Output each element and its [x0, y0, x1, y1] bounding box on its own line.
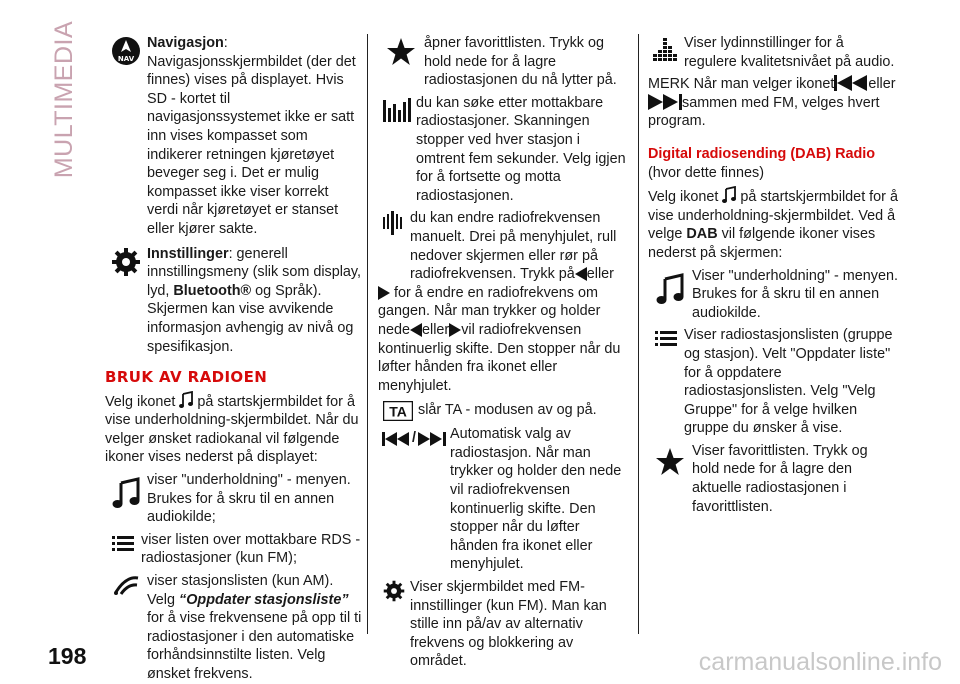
triangle-right-icon [378, 286, 390, 300]
seek-forward-icon [648, 94, 682, 110]
triangle-left-icon [410, 323, 422, 337]
note-eller: eller [868, 76, 896, 93]
manual-eller-2: eller [422, 321, 450, 338]
dab-music-item [648, 267, 898, 323]
seek-slash: / [412, 430, 416, 447]
seek-forward-icon [418, 432, 446, 446]
nav-text: Navigasjonsskjermbildet (der det finnes) vises på displayet. Hvis SD - kortet til navigasjonssystemet ikke er satt inn vises kompasset som indikerer retningen kjøretøyet beveger seg i. Det er mulig kompasset ikke viser korrekt verdi når kjøretøyet er stanset eller kjører sakte. [147, 53, 356, 237]
page-number: 198 [48, 643, 87, 669]
am-paragraph [147, 572, 363, 684]
manual-paragraph-2 [378, 284, 630, 396]
column-divider [638, 34, 639, 634]
music-icon [179, 391, 193, 409]
nav-icon [105, 34, 147, 66]
dab-bold: DAB [686, 226, 718, 243]
dab-list-item [648, 326, 898, 438]
column-3 [648, 34, 898, 516]
ta-icon-label: TA [389, 403, 407, 420]
nav-item [105, 34, 363, 239]
music-icon [722, 186, 736, 204]
manual-text-d: vil radiofrekvensen kontinuerlig skifte. Den stopper når du løfter hånden fra ikonet eller menyhjulet. [378, 321, 621, 394]
side-tab [50, 20, 80, 179]
note-paragraph [648, 75, 898, 131]
ta-icon [378, 401, 418, 421]
ta-item [378, 401, 630, 421]
use-text-a: Velg ikonet [105, 393, 176, 410]
am-item [105, 572, 363, 684]
nav-paragraph [147, 34, 363, 239]
list-item [105, 531, 363, 568]
manual-item [378, 209, 630, 283]
fm-settings-item [378, 578, 630, 671]
column-divider [367, 34, 368, 634]
settings-item [105, 245, 363, 357]
music-note-icon [105, 471, 147, 509]
signal-icon [105, 572, 147, 596]
settings-title: Innstillinger [147, 245, 229, 262]
note-text-b: sammen med FM, velges hvert program. [648, 94, 880, 130]
am-bold: “Oppdater stasjonsliste” [179, 591, 349, 608]
settings-note: Skjermen kan vise avvikende informasjon avhengig av nivå og spesifikasjon. [147, 301, 354, 355]
manual-eller: eller [586, 266, 614, 283]
seek-back-icon [834, 75, 868, 91]
note-text-a: MERK Når man velger ikonet [648, 76, 835, 93]
star-icon [648, 442, 692, 476]
search-text: du kan søke etter mottakbare radiostasjoner. Skanningen stopper ved hver stasjon i omtrent fem sekunder. Velg igjen for å fortsette og motta radiostasjonen. [416, 94, 626, 204]
music-note-icon [648, 267, 692, 305]
dab-subheading: (hvor dette finnes) [648, 164, 764, 181]
seek-back-icon [382, 432, 410, 446]
gear-icon [378, 578, 410, 602]
seek-icons [378, 425, 450, 448]
dab-list-text: Viser radiostasjonslisten (gruppe og stasjon). Velt "Oppdater liste" for å oppdatere radiostasjonslisten. Velg "Velg Gruppe" for å velge hvilken gruppe du ønsker å vise. [684, 327, 893, 437]
dab-fav-text: Viser favorittlisten. Trykk og hold nede for å lagre den aktuelle radiostasjonen i favorittlisten. [692, 442, 868, 515]
nav-icon-label: NAV [117, 55, 135, 63]
list-icon [648, 326, 684, 348]
use-paragraph [105, 391, 363, 467]
music-text: viser "underholdning" - menyen. Brukes for å skru til en annen audiokilde; [147, 472, 351, 526]
nav-colon: : [223, 35, 228, 51]
seek-item [378, 425, 630, 574]
fav-item [378, 34, 630, 90]
dab-music-text: Viser "underholdning" - menyen. Brukes for å skru til en annen audiokilde. [692, 267, 898, 321]
triangle-right-icon [449, 323, 461, 337]
search-item [378, 94, 630, 206]
eq-text: Viser lydinnstillinger for å regulere kvalitetsnivået på audio. [684, 35, 895, 70]
eq-item [648, 34, 898, 71]
music-item [105, 471, 363, 527]
seek-text: Automatisk valg av radiostasjon. Når man trykker og holder den nede vil radiofrekvensen kontinuerlig skifte. Den stopper når du løfter hånden fra ikonet eller menyhjulet. [450, 426, 622, 573]
column-1 [105, 34, 363, 684]
am-text-a: viser stasjonslisten (kun AM). Velg [147, 573, 334, 608]
dab-heading: Digital radiosending (DAB) Radio [648, 145, 876, 162]
manual-text-a: du kan endre radiofrekvensen manuelt. Drei på menyhjulet, rull nedover skjermen eller rør på radiofrekvensen. Trykk på [410, 210, 617, 283]
list-icon [105, 531, 141, 553]
equalizer-icon [648, 34, 684, 62]
gear-icon [105, 245, 147, 277]
manual-paragraph [410, 209, 630, 283]
ta-text: slår TA - modusen av og på. [418, 402, 597, 419]
list-text: viser listen over mottakbare RDS - radiostasjoner (kun FM); [141, 531, 361, 567]
settings-paragraph [147, 245, 363, 301]
fm-settings-text: Viser skjermbildet med FM-innstillinger (kun FM). Man kan stille inn på/av av alternativ frekvens og blokkering av området. [410, 579, 607, 670]
fav-text: åpner favorittlisten. Trykk og hold nede for å lagre radiostasjonen du nå lytter på. [424, 35, 617, 89]
settings-bluetooth: Bluetooth® [173, 282, 252, 299]
settings-text-a: : generell innstillingsmeny (slik som display, lyd, [147, 245, 362, 299]
dab-paragraph [648, 186, 898, 262]
manual-text-b: for å endre en radiofrekvens om gangen. Når man trykker og holder nede [378, 284, 601, 338]
scan-icon [378, 94, 416, 122]
settings-text-b: og Språk). [251, 282, 322, 299]
dab-text-a: Velg ikonet [648, 189, 719, 206]
column-2 [378, 34, 630, 671]
triangle-left-icon [575, 267, 587, 281]
star-icon [378, 34, 424, 66]
dab-text-c: vil følgende ikoner vises nederst på skjermen: [648, 226, 876, 261]
section-heading: BRUK AV RADIOEN [105, 368, 268, 387]
dab-fav-item [648, 442, 898, 516]
dab-text-b: på startskjermbildet for å vise underholdning-skjermbildet. Ved å velge [648, 189, 898, 243]
nav-title: Navigasjon [147, 35, 224, 51]
use-text-b: på startskjermbildet for å vise underholdning-skjermbildet. Når du velger ønsket radiokanal vil følgende ikoner vises nederst på displayet: [105, 393, 359, 466]
tune-icon [378, 209, 410, 235]
watermark: carmanualsonline.info [698, 648, 942, 676]
am-text-b: for å vise frekvensene på opp til ti radiostasjoner i den automatiske forhåndsinnstilte listen. Velg ønsket frekvens. [147, 610, 362, 682]
side-tab-label: MULTIMEDIA [50, 20, 79, 179]
